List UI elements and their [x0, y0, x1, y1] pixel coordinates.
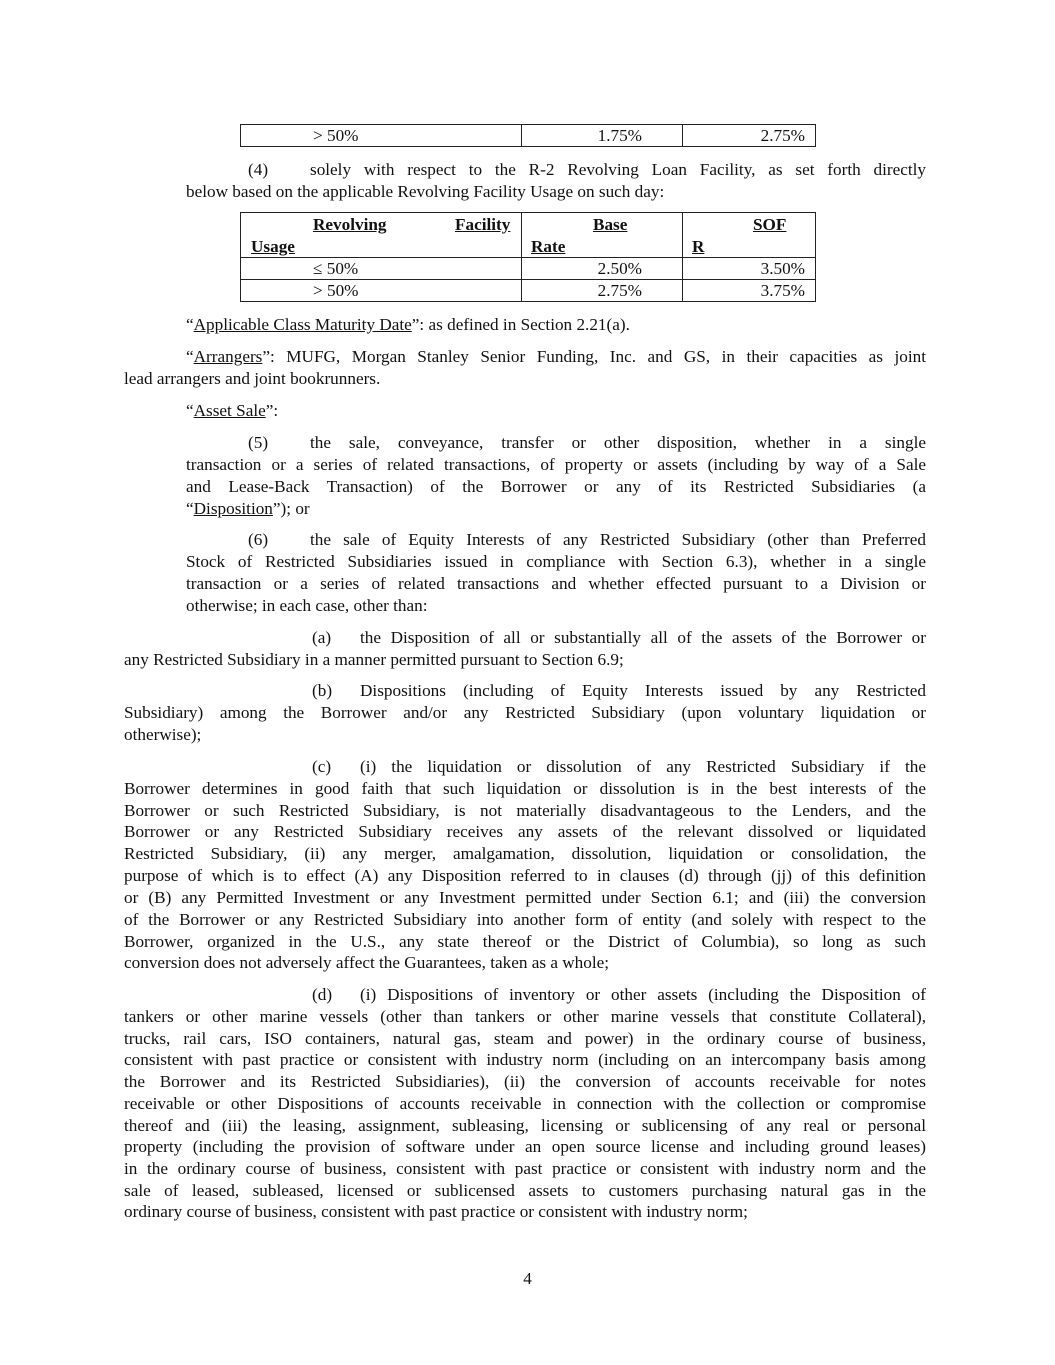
table-row [241, 258, 816, 280]
sofr-header: SOF R [683, 213, 816, 258]
paragraph-6: (6) the sale of Equity Interests of any Restricted Subsidiary (other than Preferred [186, 529, 926, 551]
usage-cell: > 50% [241, 125, 522, 147]
clause-number: (b) [312, 681, 333, 700]
table-header-row [241, 213, 816, 258]
clause-b: (b) Dispositions (including of Equity Interests issued by any Restricted [124, 680, 926, 702]
usage-cell: > 50% [241, 280, 522, 302]
base-rate-cell: 1.75% [522, 125, 683, 147]
paragraph-number: (5) [248, 433, 269, 452]
clause-number: (a) [312, 628, 332, 647]
table-row [241, 125, 816, 147]
r2-rate-table [240, 212, 816, 302]
sofr-cell: 2.75% [683, 125, 816, 147]
page-number: 4 [523, 1269, 532, 1288]
paragraph-5: (5) the sale, conveyance, transfer or other disposition, whether in a single [186, 432, 926, 454]
clause-number: (c) [312, 757, 332, 776]
definition-arrangers: “Arrangers”: MUFG, Morgan Stanley Senior Funding, Inc. and GS, in their capacities as joint [186, 347, 926, 366]
usage-header: Revolving Facility Usage [241, 213, 522, 258]
applicable-rate-table-continued [240, 124, 816, 147]
usage-cell: ≤ 50% [241, 258, 522, 280]
clause-c: (c) (i) the liquidation or dissolution of any Restricted Subsidiary if the [124, 756, 926, 778]
clause-d: (d) (i) Dispositions of inventory or other assets (including the Disposition of [124, 984, 926, 1006]
definition-asset-sale: “Asset Sale”: [186, 401, 279, 420]
base-rate-cell: 2.50% [522, 258, 683, 280]
base-rate-header: Base Rate [522, 213, 683, 258]
defined-term: Applicable Class Maturity Date [193, 315, 412, 334]
table-row [241, 280, 816, 302]
clause-number: (d) [312, 985, 333, 1004]
defined-term: Arrangers [193, 347, 263, 366]
clause-a: (a) the Disposition of all or substantially all of the assets of the Borrower or [124, 627, 926, 649]
paragraph-number: (6) [248, 530, 269, 549]
sofr-cell: 3.75% [683, 280, 816, 302]
defined-term: Disposition [193, 499, 273, 518]
definition-applicable-class-maturity-date: “Applicable Class Maturity Date”: as defined in Section 2.21(a). [186, 315, 630, 334]
base-rate-cell: 2.75% [522, 280, 683, 302]
defined-term: Asset Sale [193, 401, 266, 420]
paragraph-4: (4) solely with respect to the R-2 Revolving Loan Facility, as set forth directly [186, 159, 926, 181]
paragraph-number: (4) [248, 160, 269, 179]
sofr-cell: 3.50% [683, 258, 816, 280]
